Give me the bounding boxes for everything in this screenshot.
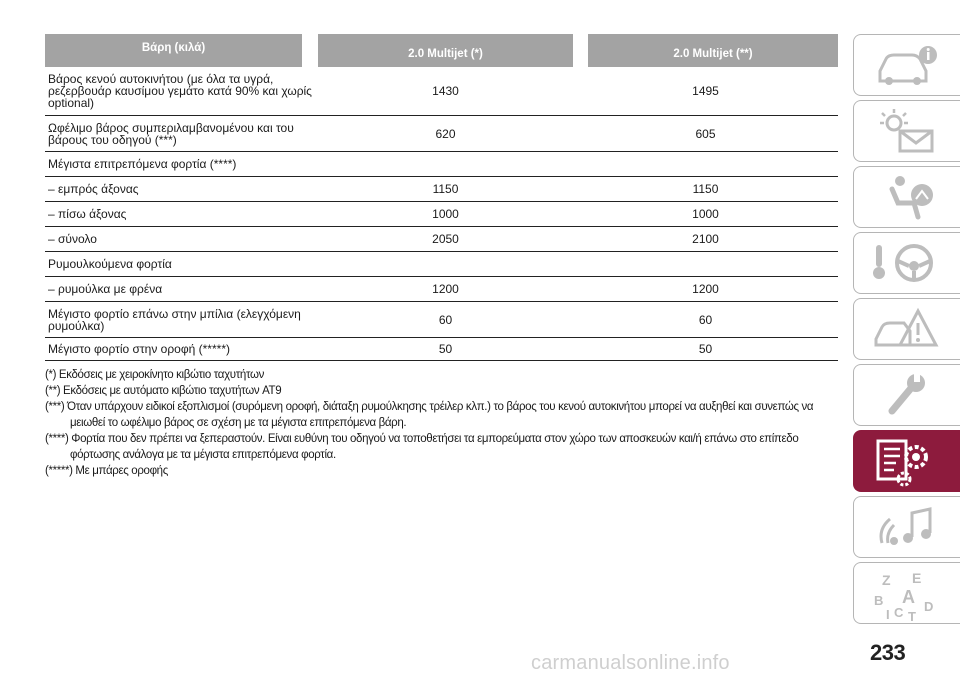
header-weights-label: Βάρη (κιλά) xyxy=(45,34,302,67)
wrench-icon xyxy=(872,371,942,421)
warning-light-mail-icon xyxy=(872,107,942,157)
svg-text:E: E xyxy=(912,570,922,586)
row-value-automatic: 605 xyxy=(695,126,716,141)
table-row xyxy=(45,227,838,252)
svg-text:Z: Z xyxy=(882,572,891,588)
footnote: (***) Όταν υπάρχουν ειδικοί εξοπλισμοί (συρόμενη οροφή, διάταξη ρυμούλκησης τρέιλερ κλπ.) το βάρος του κενού αυτοκινήτου μπορεί να αυξηθεί και συνεπώς να μειωθεί το ωφέλιμο βάρος σε σχέση με τα μέγιστα επιτρεπόμενα βάρη. xyxy=(45,401,814,429)
seat-airbag-icon xyxy=(872,173,942,223)
multimedia-music-icon xyxy=(872,503,942,553)
table-row xyxy=(45,302,838,338)
svg-text:T: T xyxy=(908,609,916,624)
svg-text:I: I xyxy=(886,607,890,622)
svg-text:A: A xyxy=(902,587,915,607)
table-header xyxy=(45,34,838,67)
technical-data-gear-icon xyxy=(872,437,942,487)
row-value-automatic: 1200 xyxy=(692,282,719,296)
tab-technical-data[interactable] xyxy=(853,430,960,492)
row-label: – ρυμούλκα με φρένα xyxy=(48,282,163,296)
tab-index[interactable] xyxy=(853,562,960,624)
svg-text:B: B xyxy=(874,593,884,608)
tab-multimedia[interactable] xyxy=(853,496,960,558)
footnotes xyxy=(45,367,838,479)
row-label: – σύνολο xyxy=(48,232,97,246)
row-value-manual: 620 xyxy=(435,126,456,141)
watermark: carmanualsonline.info xyxy=(531,652,730,674)
table-row xyxy=(45,67,838,116)
svg-text:D: D xyxy=(924,599,934,614)
row-label: Μέγιστα επιτρεπόμενα φορτία (****) xyxy=(48,157,237,171)
table-row xyxy=(45,152,838,177)
row-label: Μέγιστο φορτίο επάνω στην μπίλια (ελεγχόμενη ρυμούλκα) xyxy=(48,306,301,333)
row-value-manual: 60 xyxy=(438,312,453,327)
car-crash-warning-icon xyxy=(872,305,942,355)
tab-getting-to-know[interactable] xyxy=(853,34,960,96)
footnote: (**) Εκδόσεις με αυτόματο κιβώτιο ταχυτήτων AT9 xyxy=(45,385,282,397)
row-value-manual: 2050 xyxy=(432,232,459,246)
row-value-automatic: 1000 xyxy=(692,207,719,221)
tab-maintenance[interactable] xyxy=(853,364,960,426)
row-value-manual: 50 xyxy=(438,342,453,356)
row-value-automatic: 50 xyxy=(698,342,713,356)
row-value-automatic: 60 xyxy=(698,312,713,327)
footnote: (*) Εκδόσεις με χειροκίνητο κιβώτιο ταχυτήτων xyxy=(45,369,265,381)
page-number: 233 xyxy=(870,640,906,665)
row-label: Ωφέλιμο βάρος συμπεριλαμβανομένου και του βάρους του οδηγού (***) xyxy=(48,120,294,147)
table-row xyxy=(45,338,838,361)
car-info-icon xyxy=(872,41,942,91)
tab-safety[interactable] xyxy=(853,166,960,228)
row-value-automatic: 1495 xyxy=(692,84,719,98)
header-automatic-version: 2.0 Multijet (**) xyxy=(588,34,838,67)
footnote: (****) Φορτία που δεν πρέπει να ξεπεραστούν. Είναι ευθύνη του οδηγού να τοποθετήσει τα εμπορεύματα στον χώρο των αποσκευών και/ή επάνω στο επίπεδο φόρτωσης ανάλογα με τα μέγιστα επιτρεπόμενα φορτία. xyxy=(45,433,799,461)
tab-emergency[interactable] xyxy=(853,298,960,360)
header-manual-version: 2.0 Multijet (*) xyxy=(318,34,573,67)
table-row xyxy=(45,202,838,227)
alphabetical-index-icon xyxy=(872,569,942,625)
row-value-manual: 1200 xyxy=(432,282,459,296)
tab-starting-driving[interactable] xyxy=(853,232,960,294)
row-value-automatic: 2100 xyxy=(692,232,719,246)
row-label: Βάρος κενού αυτοκινήτου (με όλα τα υγρά, ρεζερβουάρ καυσίμου γεμάτο κατά 90% και χωρίς optional) xyxy=(48,72,312,110)
weights-document xyxy=(45,34,838,479)
steering-wheel-key-icon xyxy=(872,239,942,289)
table-row xyxy=(45,116,838,152)
row-label: Μέγιστο φορτίο στην οροφή (*****) xyxy=(48,342,230,356)
row-label: – πίσω άξονας xyxy=(48,207,127,221)
row-value-manual: 1150 xyxy=(432,182,459,196)
table-row xyxy=(45,252,838,277)
svg-text:C: C xyxy=(894,605,904,620)
row-label: – εμπρός άξονας xyxy=(48,182,139,196)
row-label: Ρυμουλκούμενα φορτία xyxy=(48,257,172,271)
table-row xyxy=(45,277,838,302)
tab-dashboard-lights[interactable] xyxy=(853,100,960,162)
table-row xyxy=(45,177,838,202)
row-value-automatic: 1150 xyxy=(692,182,719,196)
row-value-manual: 1000 xyxy=(432,207,459,221)
footnote: (*****) Με μπάρες οροφής xyxy=(45,465,168,477)
row-value-manual: 1430 xyxy=(432,84,459,98)
